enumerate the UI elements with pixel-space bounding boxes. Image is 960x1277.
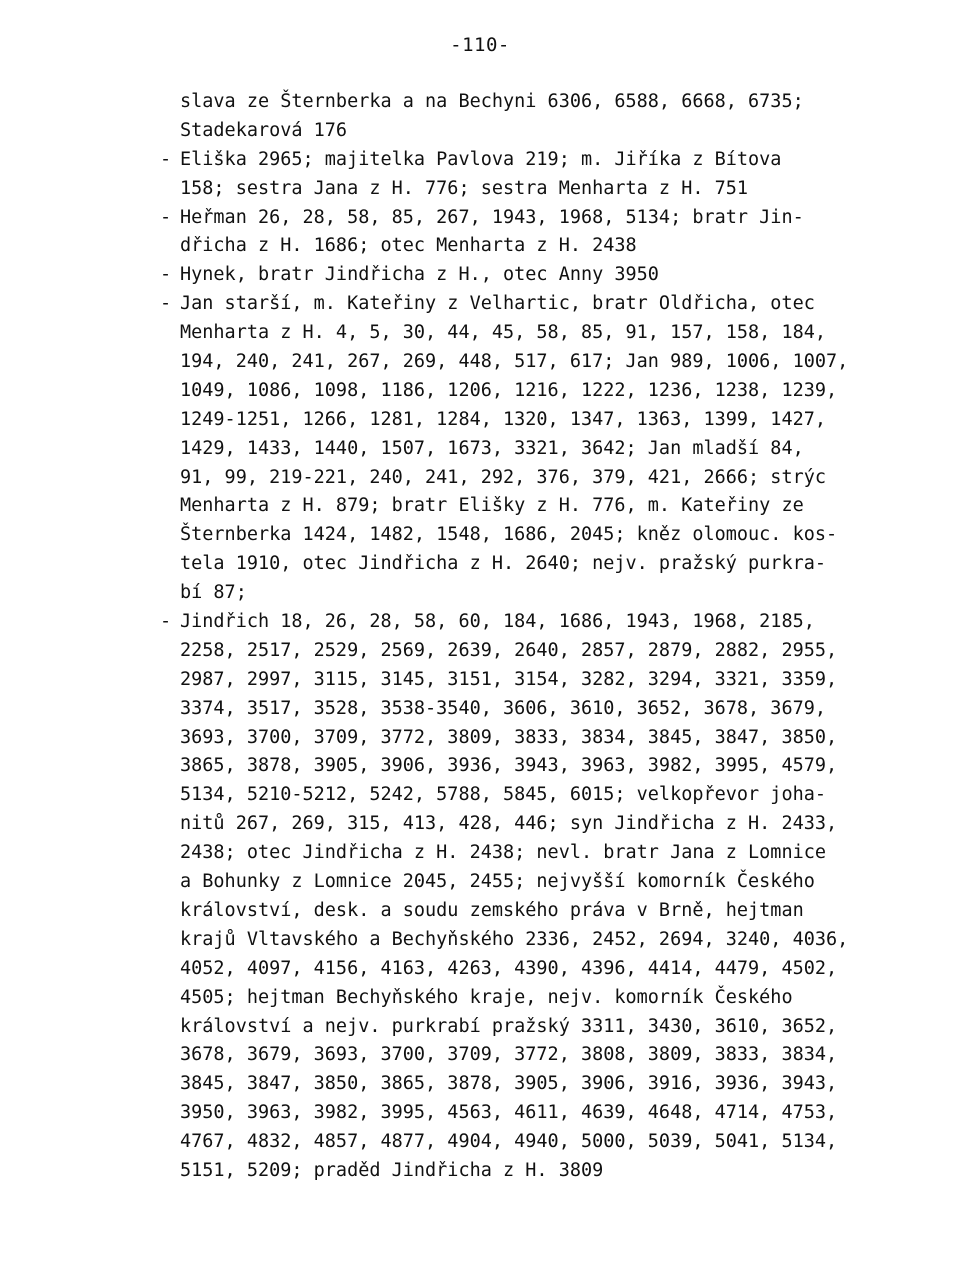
line-text: slava ze Šternberka a na Bechyni 6306, 6588, 6668, 6735; (180, 91, 804, 112)
line-text: Menharta z H. 4, 5, 30, 44, 45, 58, 85, 91, 157, 158, 184, (180, 322, 827, 344)
text-line (160, 261, 900, 290)
text-line (160, 464, 900, 493)
text-line (160, 1128, 900, 1157)
text-line (160, 319, 900, 348)
line-text: 1429, 1433, 1440, 1507, 1673, 3321, 3642; Jan mladší 84, (180, 437, 804, 459)
line-text: 2258, 2517, 2529, 2569, 2639, 2640, 2857, 2879, 2882, 2955, (180, 639, 838, 661)
text-line (160, 550, 900, 579)
line-text: 4505; hejtman Bechyňského kraje, nejv. komorník Českého (180, 986, 793, 1008)
text-line (160, 175, 900, 204)
index-entries (160, 88, 900, 1186)
text-line (160, 435, 900, 464)
line-text: 2987, 2997, 3115, 3145, 3151, 3154, 3282, 3294, 3321, 3359, (180, 668, 838, 690)
text-line (160, 1099, 900, 1128)
line-text: království, desk. a soudu zemského práva v Brně, hejtman (180, 899, 804, 921)
line-text: bí 87; (180, 582, 247, 604)
line-text: 4052, 4097, 4156, 4163, 4263, 4390, 4396, 4414, 4479, 4502, (180, 957, 838, 979)
page-number: -110- (450, 34, 510, 56)
text-line (160, 781, 900, 810)
line-text: 3865, 3878, 3905, 3906, 3936, 3943, 3963, 3982, 3995, 4579, (180, 755, 838, 777)
text-line (160, 955, 900, 984)
line-text: království a nejv. purkrabí pražský 3311, 3430, 3610, 3652, (180, 1015, 838, 1037)
text-line (160, 1070, 900, 1099)
text-line (160, 1157, 900, 1186)
entry-dash: - (160, 206, 172, 228)
line-text: 194, 240, 241, 267, 269, 448, 517, 617; Jan 989, 1006, 1007, (180, 351, 849, 373)
line-text: 3693, 3700, 3709, 3772, 3809, 3833, 3834, 3845, 3847, 3850, (180, 726, 838, 748)
text-line (160, 666, 900, 695)
entry-dash: - (160, 293, 172, 315)
line-text: 5134, 5210-5212, 5242, 5788, 5845, 6015; velkopřevor joha- (180, 784, 827, 806)
line-text: 3950, 3963, 3982, 3995, 4563, 4611, 4639, 4648, 4714, 4753, (180, 1102, 838, 1124)
text-line (160, 637, 900, 666)
line-text: 4767, 4832, 4857, 4877, 4904, 4940, 5000, 5039, 5041, 5134, (180, 1131, 838, 1153)
text-line (160, 88, 900, 117)
line-text: Jindřich 18, 26, 28, 58, 60, 184, 1686, 1943, 1968, 2185, (180, 611, 815, 633)
line-text: Menharta z H. 879; bratr Elišky z H. 776, m. Kateřiny ze (180, 495, 804, 517)
text-line (160, 521, 900, 550)
line-text: 3374, 3517, 3528, 3538-3540, 3606, 3610, 3652, 3678, 3679, (180, 697, 827, 719)
line-text: Šternberka 1424, 1482, 1548, 1686, 2045; kněz olomouc. kos- (180, 524, 838, 546)
text-line (160, 926, 900, 955)
text-line (160, 984, 900, 1013)
text-line (160, 1041, 900, 1070)
line-text: nitů 267, 269, 315, 413, 428, 446; syn Jindřicha z H. 2433, (180, 813, 838, 835)
line-text: Stadekarová 176 (180, 119, 348, 141)
line-text: 5151, 5209; praděd Jindřicha z H. 3809 (180, 1159, 604, 1181)
line-text: a Bohunky z Lomnice 2045, 2455; nejvyšší komorník Českého (180, 871, 815, 893)
line-text: Hynek, bratr Jindřicha z H., otec Anny 3950 (180, 264, 659, 286)
entry-dash: - (160, 148, 172, 170)
line-text: Heřman 26, 28, 58, 85, 267, 1943, 1968, 5134; bratr Jin- (180, 206, 804, 228)
line-text: Eliška 2965; majitelka Pavlova 219; m. Jiříka z Bítova (180, 148, 782, 170)
text-line (160, 146, 900, 175)
text-line (160, 232, 900, 261)
text-line (160, 839, 900, 868)
text-line (160, 492, 900, 521)
text-line (160, 204, 900, 233)
text-line (160, 724, 900, 753)
line-text: 3678, 3679, 3693, 3700, 3709, 3772, 3808, 3809, 3833, 3834, (180, 1044, 838, 1066)
text-line (160, 608, 900, 637)
text-line (160, 406, 900, 435)
line-text: 1249-1251, 1266, 1281, 1284, 1320, 1347, 1363, 1399, 1427, (180, 408, 827, 430)
entry-dash: - (160, 264, 172, 286)
line-text: 158; sestra Jana z H. 776; sestra Menharta z H. 751 (180, 177, 749, 199)
line-text: 2438; otec Jindřicha z H. 2438; nevl. bratr Jana z Lomnice (180, 842, 827, 864)
text-line (160, 290, 900, 319)
text-line (160, 752, 900, 781)
text-line (160, 868, 900, 897)
line-text: Jan starší, m. Kateřiny z Velhartic, bratr Oldřicha, otec (180, 293, 815, 315)
text-line (160, 1013, 900, 1042)
line-text: 91, 99, 219-221, 240, 241, 292, 376, 379, 421, 2666; strýc (180, 466, 827, 488)
line-text: krajů Vltavského a Bechyňského 2336, 2452, 2694, 3240, 4036, (180, 928, 849, 950)
text-line (160, 897, 900, 926)
line-text: dřicha z H. 1686; otec Menharta z H. 2438 (180, 235, 637, 257)
entry-dash: - (160, 611, 172, 633)
line-text: 1049, 1086, 1098, 1186, 1206, 1216, 1222, 1236, 1238, 1239, (180, 379, 838, 401)
text-line (160, 695, 900, 724)
line-text: tela 1910, otec Jindřicha z H. 2640; nejv. pražský purkra- (180, 553, 827, 575)
text-line (160, 579, 900, 608)
text-line (160, 810, 900, 839)
line-text: 3845, 3847, 3850, 3865, 3878, 3905, 3906, 3916, 3936, 3943, (180, 1073, 838, 1095)
text-line (160, 117, 900, 146)
text-line (160, 377, 900, 406)
text-line (160, 348, 900, 377)
